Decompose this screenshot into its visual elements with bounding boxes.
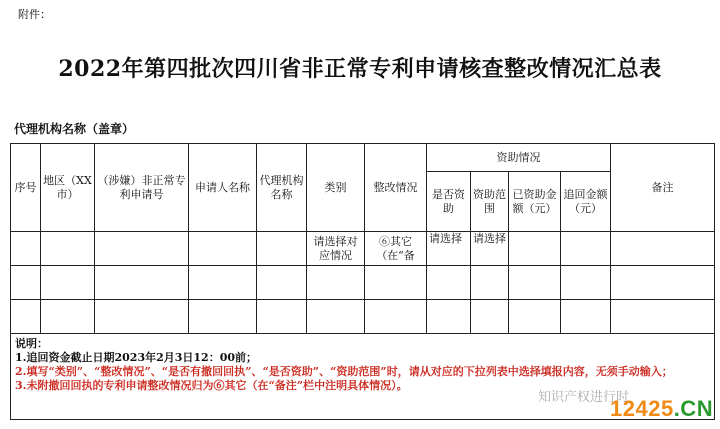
cell-empty[interactable] xyxy=(307,266,365,300)
header-seq: 序号 xyxy=(11,144,41,232)
cell-funded-amount[interactable] xyxy=(509,232,561,266)
cell-empty[interactable] xyxy=(365,300,427,334)
header-patent-no: （涉嫌）非正常专利申请号 xyxy=(95,144,189,232)
cell-empty[interactable] xyxy=(257,300,307,334)
cell-empty[interactable] xyxy=(189,266,257,300)
watermark-logo-tld: .CN xyxy=(673,396,714,421)
cell-empty[interactable] xyxy=(561,266,611,300)
header-rectify: 整改情况 xyxy=(365,144,427,232)
header-applicant: 申请人名称 xyxy=(189,144,257,232)
header-recovered-amount: 追回金额（元） xyxy=(561,172,611,232)
cell-empty[interactable] xyxy=(41,266,95,300)
cell-empty[interactable] xyxy=(471,300,509,334)
cell-empty[interactable] xyxy=(41,300,95,334)
cell-agency[interactable] xyxy=(257,232,307,266)
cell-funding-scope-dropdown[interactable]: 请选择 xyxy=(471,232,509,266)
header-funded: 是否资助 xyxy=(427,172,471,232)
cell-rectify-dropdown[interactable]: ⑥其它（在“备 xyxy=(365,232,427,266)
cell-region[interactable] xyxy=(41,232,95,266)
cell-empty[interactable] xyxy=(427,266,471,300)
header-funded-amount: 已资助金额（元） xyxy=(509,172,561,232)
cell-empty[interactable] xyxy=(95,266,189,300)
header-region: 地区（XX市） xyxy=(41,144,95,232)
cell-empty[interactable] xyxy=(365,266,427,300)
cell-remarks[interactable] xyxy=(611,232,715,266)
cell-empty[interactable] xyxy=(189,300,257,334)
header-category: 类别 xyxy=(307,144,365,232)
note-item-3: 3.未附撤回回执的专利申请整改情况归为⑥其它（在“备注”栏中注明具体情况）。 xyxy=(15,379,408,392)
cell-empty[interactable] xyxy=(427,300,471,334)
cell-category-dropdown[interactable]: 请选择对应情况 xyxy=(307,232,365,266)
header-funding-group: 资助情况 xyxy=(427,144,611,172)
page-title: 2022年第四批次四川省非正常专利申请核查整改情况汇总表 xyxy=(58,56,662,82)
cell-empty[interactable] xyxy=(509,266,561,300)
cell-empty[interactable] xyxy=(307,300,365,334)
cell-empty[interactable] xyxy=(509,300,561,334)
note-item-2: 2.填写“类别”、“整改情况”、“是否有撤回回执”、“是否资助”、“资助范围”时，请从对应的下拉列表中选择填报内容，无须手动输入； xyxy=(15,365,673,378)
summary-table xyxy=(10,143,715,420)
attachment-label: 附件： xyxy=(18,8,51,21)
cell-empty[interactable] xyxy=(611,300,715,334)
agency-name-label: 代理机构名称（盖章） xyxy=(14,122,135,136)
watermark-logo-number: 12425 xyxy=(610,396,674,421)
header-funding-scope: 资助范围 xyxy=(471,172,509,232)
watermark-text: 知识产权进行时 xyxy=(538,390,630,405)
cell-empty[interactable] xyxy=(561,300,611,334)
cell-empty[interactable] xyxy=(11,300,41,334)
watermark-logo xyxy=(610,396,713,422)
cell-empty[interactable] xyxy=(471,266,509,300)
header-agency: 代理机构名称 xyxy=(257,144,307,232)
cell-empty[interactable] xyxy=(95,300,189,334)
notes-section xyxy=(11,334,715,420)
cell-empty[interactable] xyxy=(257,266,307,300)
cell-empty[interactable] xyxy=(11,266,41,300)
notes-heading: 说明： xyxy=(15,337,48,350)
cell-patent-no[interactable] xyxy=(95,232,189,266)
header-remarks: 备注 xyxy=(611,144,715,232)
cell-seq[interactable] xyxy=(11,232,41,266)
cell-funded-dropdown[interactable]: 请选择 xyxy=(427,232,471,266)
note-item-1: 1.追回资金截止日期2023年2月3日12：00前； xyxy=(15,351,258,364)
cell-applicant[interactable] xyxy=(189,232,257,266)
cell-recovered-amount[interactable] xyxy=(561,232,611,266)
cell-empty[interactable] xyxy=(611,266,715,300)
